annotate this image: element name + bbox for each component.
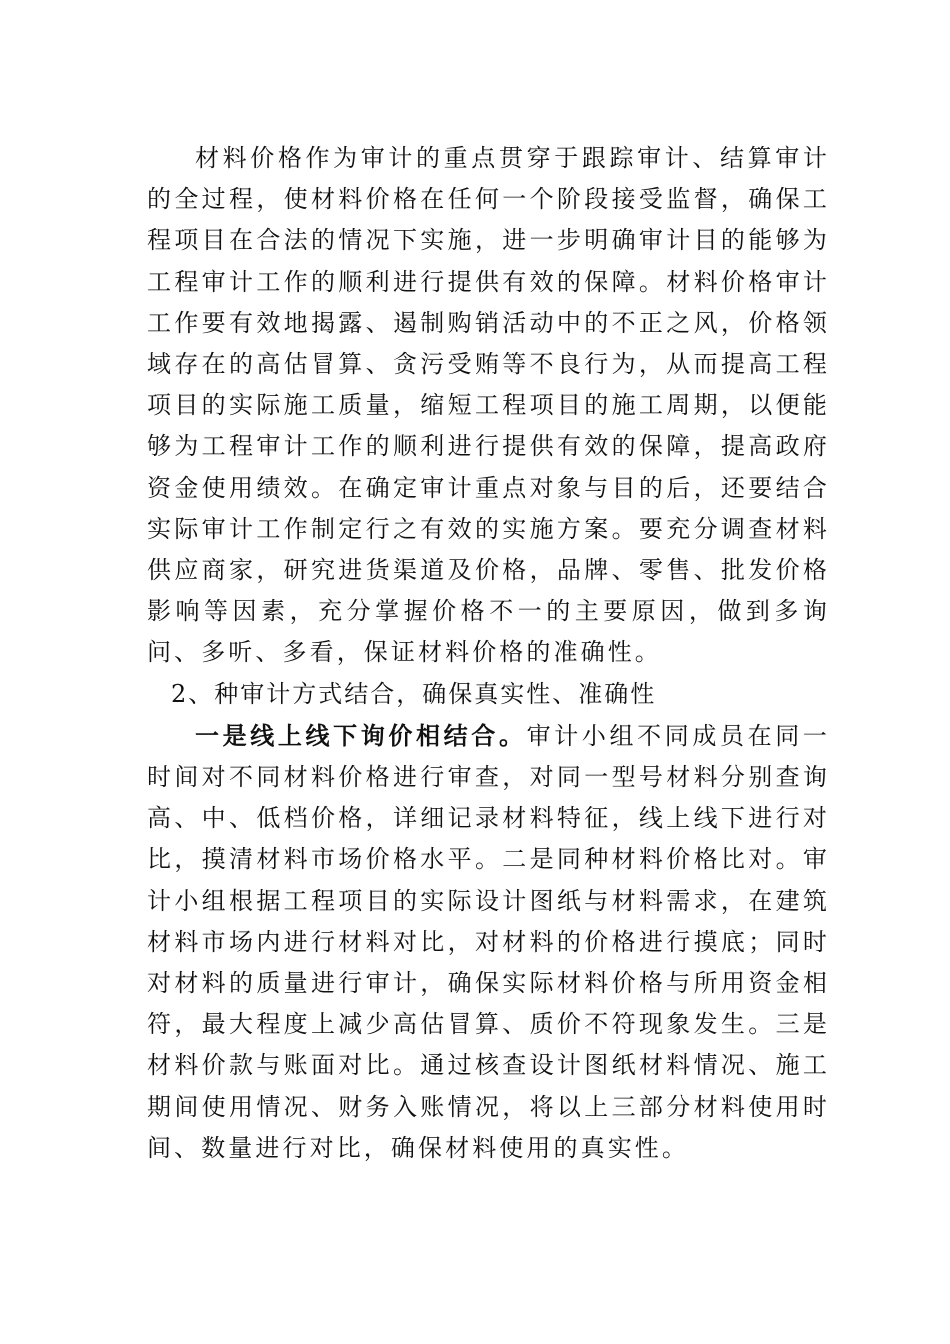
paragraph-audit-methods [147, 715, 830, 1169]
section-heading: 2、种审计方式结合，确保真实性、准确性 [171, 679, 657, 708]
paragraph-material-price-audit: 材料价格作为审计的重点贯穿于跟踪审计、结算审计的全过程，使材料价格在任何一个阶段接受监督，确保工程项目在合法的情况下实施，进一步明确审计目的能够为工程审计工作的顺利进行提供有效的保障。材料价格审计工作要有效地揭露、遏制购销活动中的不正之风，价格领域存在的高估冒算、贪污受贿等不良行为，从而提高工程项目的实际施工质量，缩短工程项目的施工周期，以便能够为工程审计工作的顺利进行提供有效的保障，提高政府资金使用绩效。在确定审计重点对象与目的后，还要结合实际审计工作制定行之有效的实施方案。要充分调查材料供应商家，研究进货渠道及价格，品牌、零售、批发价格影响等因素，充分掌握价格不一的主要原因，做到多询问、多听、多看，保证材料价格的准确性。 [147, 144, 830, 667]
document-body [147, 138, 830, 1169]
paragraph-body-text: 审计小组不同成员在同一时间对不同材料价格进行审查，对同一型号材料分别查询高、中、低档价格，详细记录材料特征，线上线下进行对比，摸清材料市场价格水平。二是同种材料价格比对。审计小组根据工程项目的实际设计图纸与材料需求，在建筑材料市场内进行材料对比，对材料的价格进行摸底；同时对材料的质量进行审计，确保实际材料价格与所用资金相符，最大程度上减少高估冒算、质价不符现象发生。三是材料价款与账面对比。通过核查设计图纸材料情况、施工期间使用情况、财务入账情况，将以上三部分材料使用时间、数量进行对比，确保材料使用的真实性。 [147, 721, 830, 1162]
paragraph-lead-sentence: 一是线上线下询价相结合。 [195, 720, 527, 750]
